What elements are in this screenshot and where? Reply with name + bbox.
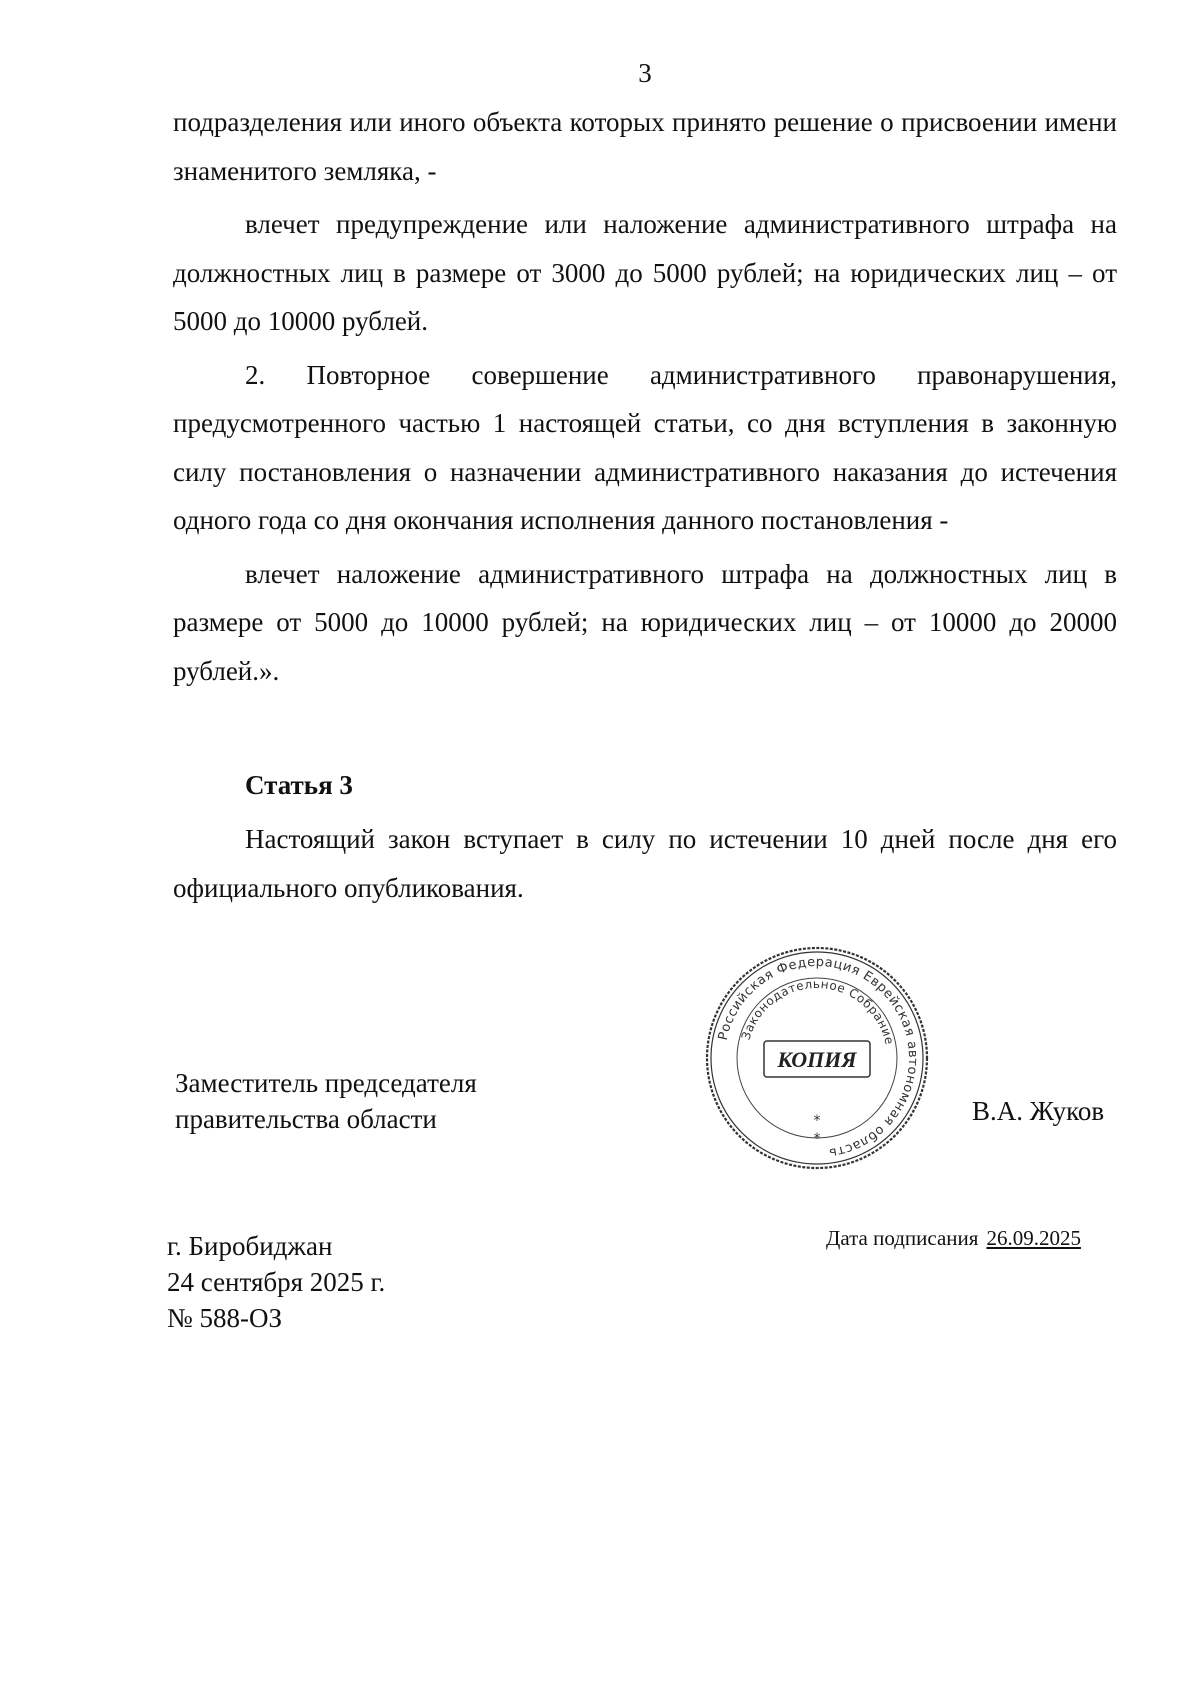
paragraph-continuation: подразделения или иного объекта которых принято решение о присвоении имени знаменитого земляка, -	[173, 107, 1117, 186]
article-3-title: Статья 3	[245, 770, 353, 800]
article-3-text: Настоящий закон вступает в силу по истечении 10 дней после дня его официального опубликования.	[173, 824, 1117, 903]
stamp-star-icon: *	[813, 1113, 821, 1129]
paragraph-penalty-2: влечет наложение административного штрафа на должностных лиц в размере от 5000 до 10000 рублей; на юридических лиц – от 10000 до 20000 рублей.».	[173, 558, 1117, 686]
signer-position-line1: Заместитель председателя	[175, 1068, 477, 1098]
law-number: № 588-ОЗ	[167, 1303, 283, 1333]
stamp-copy-label: КОПИЯ	[777, 1047, 857, 1072]
signing-date-label: Дата подписания	[826, 1226, 979, 1250]
page-number: 3	[638, 58, 652, 88]
city: г. Биробиджан	[167, 1231, 333, 1261]
place-and-number	[167, 1228, 385, 1336]
law-body	[173, 98, 1117, 695]
paragraph-repeat-offense: 2. Повторное совершение административного правонарушения, предусмотренного частью 1 настоящей статьи, со дня вступления в законную силу постановления о назначении административного наказания до истечения одного года со дня окончания исполнения данного постановления -	[173, 359, 1117, 535]
signer-position	[175, 1065, 477, 1137]
paragraph-penalty-1: влечет предупреждение или наложение административного штрафа на должностных лиц в размере от 3000 до 5000 рублей; на юридических лиц – от 5000 до 10000 рублей.	[173, 209, 1117, 336]
stamp-ring-text: Российская Федерация Еврейская автономная область	[715, 954, 921, 1161]
stamp-star-icon: *	[813, 1131, 821, 1147]
signing-date-value: 26.09.2025	[986, 1226, 1081, 1250]
stamp-inner-text: Законодательное Собрание	[738, 976, 897, 1047]
signer-position-line2: правительства области	[175, 1104, 437, 1134]
article-3-body	[173, 815, 1117, 912]
official-stamp	[704, 945, 930, 1171]
signing-date-block	[826, 1226, 1081, 1251]
signer-name: В.А. Жуков	[972, 1096, 1105, 1126]
law-date: 24 сентября 2025 г.	[167, 1267, 386, 1297]
